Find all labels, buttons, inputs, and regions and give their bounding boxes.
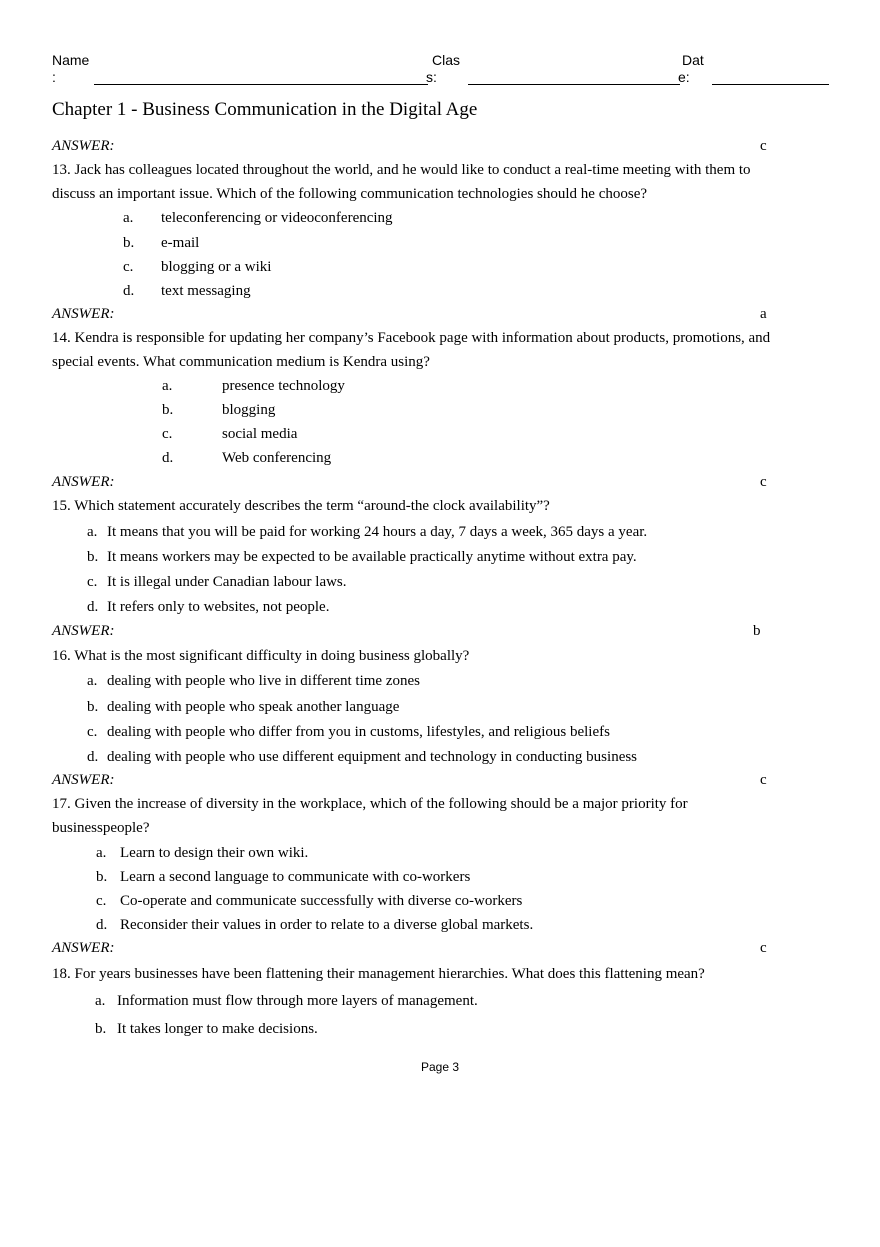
option-letter: d.: [123, 283, 135, 299]
date-field-line: [712, 84, 829, 85]
option-letter: c.: [96, 893, 107, 909]
question-text: special events. What communication medium is Kendra using?: [52, 354, 430, 370]
answer-value: c: [760, 474, 767, 490]
option-text: dealing with people who differ from you in customs, lifestyles, and religious beliefs: [107, 724, 610, 740]
option-text: dealing with people who use different equipment and technology in conducting business: [107, 749, 638, 765]
answer-value: c: [760, 772, 767, 788]
option-text: Learn to design their own wiki.: [120, 845, 309, 861]
answer-value: b: [753, 623, 761, 639]
option-letter: a.: [123, 210, 134, 226]
answer-label: ANSWER:: [52, 474, 115, 490]
option-text: Co-operate and communicate successfully with diverse co-workers: [120, 893, 523, 909]
answer-value: c: [760, 138, 767, 154]
option-letter: b.: [87, 699, 99, 715]
option-text: It means workers may be expected to be available practically anytime without extra pay.: [107, 549, 637, 565]
date-label: Dat: [682, 52, 704, 68]
option-text: Web conferencing: [222, 450, 332, 466]
option-text: Reconsider their values in order to relate to a diverse global markets.: [120, 917, 534, 933]
date-label-suffix: e:: [678, 69, 690, 85]
option-text: dealing with people who live in different time zones: [107, 673, 420, 689]
option-text: e-mail: [161, 235, 200, 251]
option-letter: d.: [96, 917, 108, 933]
option-letter: a.: [87, 524, 98, 540]
option-text: blogging: [222, 402, 276, 418]
question-text: 17. Given the increase of diversity in the workplace, which of the following should be a major priority for: [52, 796, 688, 812]
option-text: Information must flow through more layers of management.: [117, 993, 478, 1009]
option-text: It means that you will be paid for working 24 hours a day, 7 days a week, 365 days a year.: [107, 524, 648, 540]
name-field-line: [94, 84, 428, 85]
option-letter: b.: [95, 1021, 107, 1037]
question-text: businesspeople?: [52, 820, 150, 836]
option-text: It is illegal under Canadian labour laws.: [107, 574, 347, 590]
option-letter: b.: [96, 869, 108, 885]
option-letter: a.: [95, 993, 106, 1009]
option-text: It takes longer to make decisions.: [117, 1021, 318, 1037]
question-text: 15. Which statement accurately describes the term “around-the clock availability”?: [52, 498, 550, 514]
page-number: Page 3: [420, 1060, 460, 1074]
option-letter: c.: [123, 259, 134, 275]
class-field-line: [468, 84, 680, 85]
option-text: teleconferencing or videoconferencing: [161, 210, 393, 226]
question-text: 13. Jack has colleagues located throughout the world, and he would like to conduct a real-time meeting with them to: [52, 162, 751, 178]
option-letter: b.: [87, 549, 99, 565]
question-text: 14. Kendra is responsible for updating her company’s Facebook page with information about products, promotions, and: [52, 330, 771, 346]
option-letter: b.: [162, 402, 174, 418]
question-text: 16. What is the most significant difficulty in doing business globally?: [52, 648, 470, 664]
question-text: 18. For years businesses have been flattening their management hierarchies. What does this flattening mean?: [52, 966, 705, 982]
option-text: social media: [222, 426, 298, 442]
answer-label: ANSWER:: [52, 623, 115, 639]
question-text: discuss an important issue. Which of the following communication technologies should he choose?: [52, 186, 648, 202]
name-label-colon: :: [52, 69, 56, 85]
option-text: Learn a second language to communicate with co-workers: [120, 869, 471, 885]
name-label: Name: [52, 52, 90, 68]
class-label: Clas: [432, 52, 461, 68]
option-letter: c.: [162, 426, 173, 442]
answer-label: ANSWER:: [52, 772, 115, 788]
option-text: It refers only to websites, not people.: [107, 599, 330, 615]
answer-label: ANSWER:: [52, 940, 115, 956]
option-letter: d.: [87, 749, 99, 765]
option-text: text messaging: [161, 283, 251, 299]
option-text: dealing with people who speak another language: [107, 699, 400, 715]
page-title: Chapter 1 - Business Communication in the Digital Age: [52, 99, 478, 120]
answer-label: ANSWER:: [52, 306, 115, 322]
option-letter: a.: [96, 845, 107, 861]
option-letter: a.: [162, 378, 173, 394]
option-letter: c.: [87, 574, 98, 590]
option-letter: b.: [123, 235, 135, 251]
answer-label: ANSWER:: [52, 138, 115, 154]
class-label-suffix: s:: [426, 69, 437, 85]
option-letter: d.: [162, 450, 174, 466]
answer-value: c: [760, 940, 767, 956]
option-text: presence technology: [222, 378, 345, 394]
option-letter: a.: [87, 673, 98, 689]
option-text: blogging or a wiki: [161, 259, 272, 275]
answer-value: a: [760, 306, 767, 322]
option-letter: c.: [87, 724, 98, 740]
option-letter: d.: [87, 599, 99, 615]
